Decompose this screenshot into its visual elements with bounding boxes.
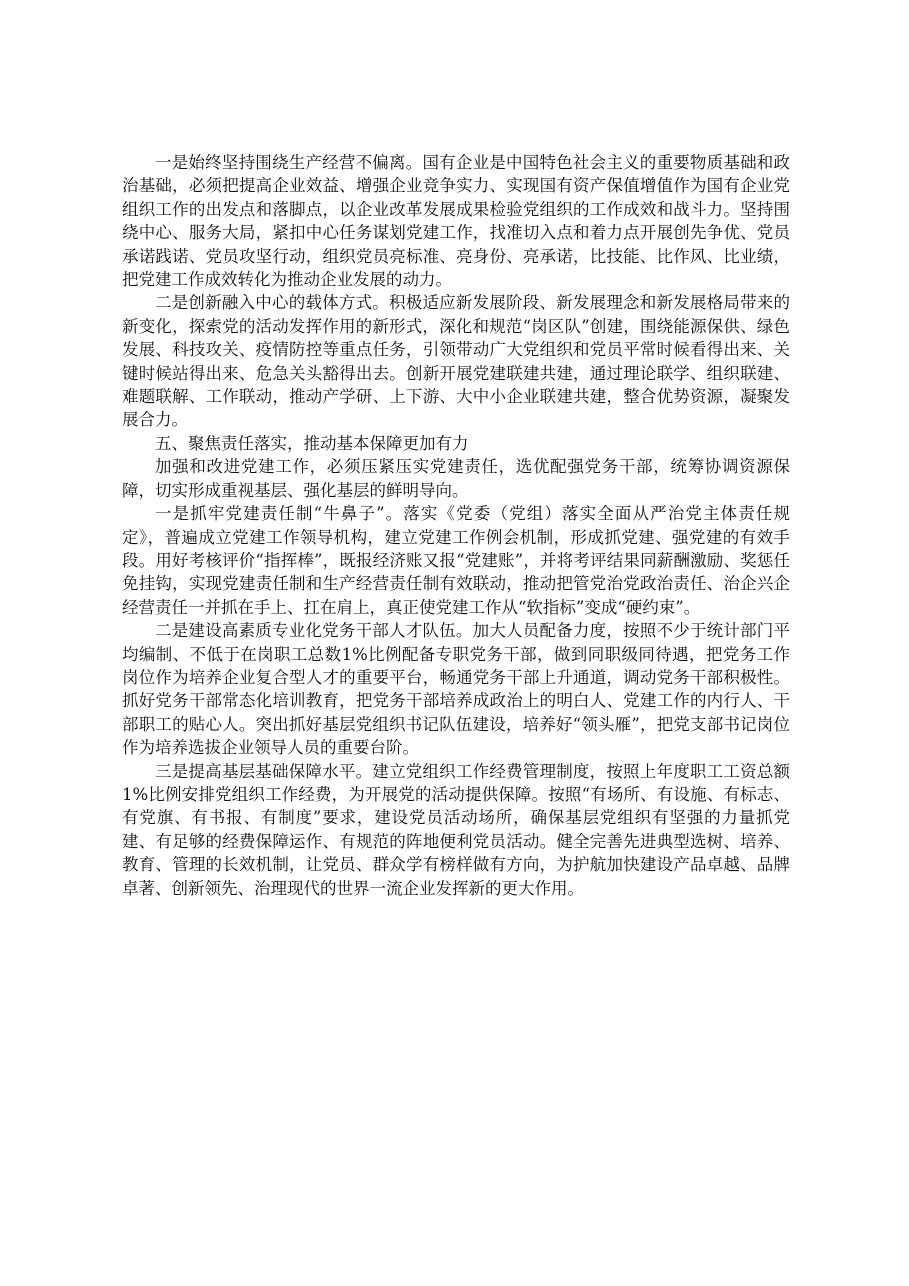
paragraph-party-cadre-team: 二是建设高素质专业化党务干部人才队伍。加大人员配备力度，按照不少于统计部门平均编制、不低于在岗职工总数1%比例配备专职党务干部，做到同职级同待遇，把党务工作岗位作为培养企业复合型人才的重要平台，畅通党务干部上升通道，调动党务干部积极性。抓好党务干部常态化培训教育，把党务干部培养成政治上的明白人、党建工作的内行人、干部职工的贴心人。突出抓好基层党组织书记队伍建设，培养好“领头雁”，把党支部书记岗位作为培养选拔企业领导人员的重要台阶。 bbox=[122, 621, 790, 758]
paragraph-focus-on-production: 一是始终坚持围绕生产经营不偏离。国有企业是中国特色社会主义的重要物质基础和政治基础，必须把提高企业效益、增强企业竞争实力、实现国有资产保值增值作为国有企业党组织工作的出发点和落脚点，以企业改革发展成果检验党组织的工作成效和战斗力。坚持围绕中心、服务大局，紧扣中心任务谋划党建工作，找准切入点和着力点开展创先争优、党员承诺践诺、党员攻坚行动，组织党员亮标准、亮身份、亮承诺，比技能、比作风、比业绩，把党建工作成效转化为推动企业发展的动力。 bbox=[122, 153, 790, 290]
paragraph-section-intro: 加强和改进党建工作，必须压紧压实党建责任，选优配强党务干部，统筹协调资源保障，切实形成重视基层、强化基层的鲜明导向。 bbox=[122, 457, 790, 500]
paragraph-responsibility-system: 一是抓牢党建责任制“牛鼻子”。落实《党委（党组）落实全面从严治党主体责任规定》，普遍成立党建工作领导机构，建立党建工作例会机制，形成抓党建、强党建的有效手段。用好考核评价“指挥棒”，既报经济账又报“党建账”，并将考评结果同薪酬激励、奖惩任免挂钩，实现党建责任制和生产经营责任制有效联动，推动把管党治党政治责任、治企兴企经营责任一并抓在手上、扛在肩上，真正使党建工作从“软指标”变成“硬约束”。 bbox=[122, 504, 790, 617]
section-heading-five: 五、聚焦责任落实，推动基本保障更加有力 bbox=[155, 433, 469, 453]
paragraph-grassroots-support: 三是提高基层基础保障水平。建立党组织工作经费管理制度，按照上年度职工工资总额1%比例安排党组织工作经费，为开展党的活动提供保障。按照“有场所、有设施、有标志、有党旗、有书报、有制度”要求，建设党员活动场所，确保基层党组织有坚强的力量抓党建、有足够的经费保障运作、有规范的阵地便利党员活动。健全完善先进典型选树、培养、教育、管理的长效机制，让党员、群众学有榜样做有方向，为护航加快建设产品卓越、品牌卓著、创新领先、治理现代的世界一流企业发挥新的更大作用。 bbox=[122, 761, 790, 898]
document-body bbox=[122, 151, 790, 900]
paragraph-innovative-integration: 二是创新融入中心的载体方式。积极适应新发展阶段、新发展理念和新发展格局带来的新变化，探索党的活动发挥作用的新形式，深化和规范“岗区队”创建，围绕能源保供、绿色发展、科技攻关、疫情防控等重点任务，引领带动广大党组织和党员平常时候看得出来、关键时候站得出来、危急关头豁得出去。创新开展党建联建共建，通过理论联学、组织联建、难题联解、工作联动，推动产学研、上下游、大中小企业联建共建，整合优势资源，凝聚发展合力。 bbox=[122, 293, 790, 430]
